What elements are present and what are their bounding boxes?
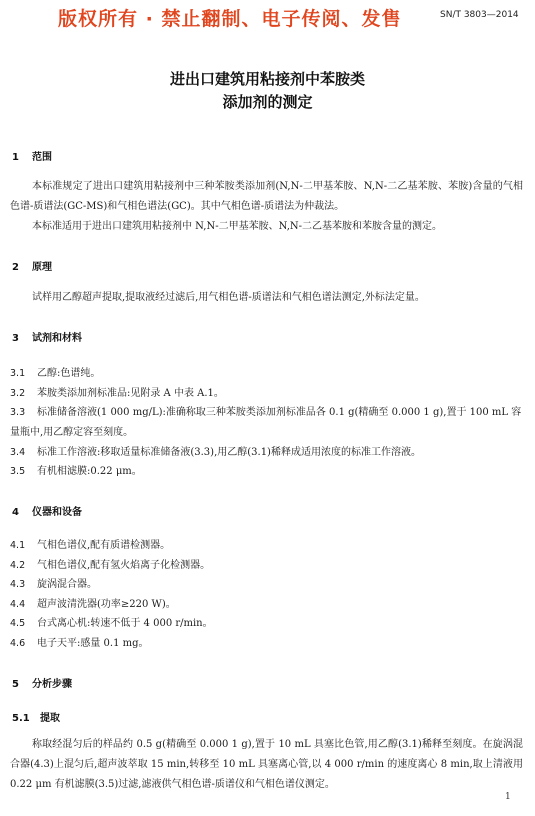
- item-text: 台式离心机:转速不低于 4 000 r/min。: [37, 618, 213, 629]
- item-text: 气相色谱仪,配有氢火焰离子化检测器。: [37, 560, 211, 571]
- standard-code: SN/T 3803—2014: [440, 10, 519, 20]
- apparatus-item: [10, 595, 523, 615]
- section-title: 提取: [40, 713, 60, 724]
- item-text: 标准工作溶液:移取适量标准储备液(3.3),用乙醇(3.1)稀释成适用浓度的标准工作溶液。: [37, 447, 421, 458]
- item-text: 气相色谱仪,配有质谱检测器。: [37, 540, 171, 551]
- apparatus-item: [10, 575, 523, 595]
- item-number: 4.4: [10, 599, 26, 610]
- section-heading-reagents: [12, 329, 82, 344]
- principle-paragraph: 试样用乙醇超声提取,提取液经过滤后,用气相色谱-质谱法和气相色谱法测定,外标法定量。: [32, 292, 425, 303]
- page-number: 1: [505, 792, 511, 802]
- item-text: 乙醇:色谱纯。: [37, 368, 101, 379]
- item-number: 4.2: [10, 560, 26, 571]
- item-number: 3.5: [10, 466, 26, 477]
- item-number: 3.3: [10, 407, 26, 418]
- section-number: 1: [12, 152, 19, 163]
- section-title: 原理: [32, 262, 52, 273]
- item-text: 旋涡混合器。: [37, 579, 97, 590]
- apparatus-item: [10, 536, 523, 556]
- item-text: 苯胺类添加剂标准品:见附录 A 中表 A.1。: [37, 388, 224, 399]
- item-text: 有机相滤膜:0.22 μm。: [37, 466, 142, 477]
- item-number: 3.2: [10, 388, 26, 399]
- document-title-line1: 进出口建筑用粘接剂中苯胺类: [169, 70, 365, 88]
- copyright-watermark: 版权所有 · 禁止翻制、电子传阅、发售: [58, 8, 402, 30]
- apparatus-item: [10, 556, 523, 576]
- section-heading-apparatus: [12, 503, 82, 518]
- item-number: 4.6: [10, 638, 26, 649]
- reagent-item: [10, 443, 523, 463]
- item-number: 4.5: [10, 618, 26, 629]
- apparatus-item: [10, 634, 523, 654]
- document-title-line2: 添加剂的测定: [222, 93, 313, 111]
- section-heading-principle: [12, 258, 52, 273]
- section-title: 范围: [32, 152, 52, 163]
- section-number: 5.1: [12, 713, 30, 724]
- item-number: 3.4: [10, 447, 26, 458]
- item-number: 4.1: [10, 540, 26, 551]
- section-number: 3: [12, 333, 19, 344]
- extraction-paragraph: 称取经混匀后的样品约 0.5 g(精确至 0.000 1 g),置于 10 mL 具塞比色管,用乙醇(3.1)稀释至刻度。在旋涡混合器(4.3)上混匀后,超声波萃取 15 min,转移至 10 mL 具塞离心管,以 4 000 r/min 的速度离心 8 min,取上清液用 0.22 μm 有机滤膜(3.5)过滤,滤液供气相色谱-质谱仪和气相色谱仪测定。: [10, 739, 523, 790]
- reagent-item: [10, 462, 523, 482]
- scope-paragraph-1: 本标准规定了进出口建筑用粘接剂中三种苯胺类添加剂(N,N-二甲基苯胺、N,N-二乙基苯胺、苯胺)含量的气相色谱-质谱法(GC-MS)和气相色谱法(GC)。其中气相色谱-质谱法为仲裁法。: [10, 181, 523, 212]
- section-heading-scope: [12, 148, 52, 163]
- item-number: 3.1: [10, 368, 26, 379]
- reagent-item: [10, 384, 523, 404]
- item-text: 标准储备溶液(1 000 mg/L):准确称取三种苯胺类添加剂标准品各 0.1 g(精确至 0.000 1 g),置于 100 mL 容量瓶中,用乙醇定容至刻度。: [10, 407, 522, 438]
- section-number: 5: [12, 679, 19, 690]
- reagent-item: [10, 403, 523, 443]
- section-number: 4: [12, 507, 19, 518]
- section-title: 分析步骤: [32, 679, 72, 690]
- item-text: 电子天平:感量 0.1 mg。: [37, 638, 149, 649]
- item-text: 超声波清洗器(功率≥220 W)。: [37, 599, 176, 610]
- item-number: 4.3: [10, 579, 26, 590]
- section-heading-procedure: [12, 675, 72, 690]
- subsection-heading-extraction: [12, 709, 60, 724]
- section-title: 仪器和设备: [32, 507, 82, 518]
- apparatus-item: [10, 614, 523, 634]
- section-title: 试剂和材料: [32, 333, 82, 344]
- section-number: 2: [12, 262, 19, 273]
- scope-paragraph-2: 本标准适用于进出口建筑用粘接剂中 N,N-二甲基苯胺、N,N-二乙基苯胺和苯胺含量的测定。: [32, 221, 443, 232]
- reagent-item: [10, 364, 523, 384]
